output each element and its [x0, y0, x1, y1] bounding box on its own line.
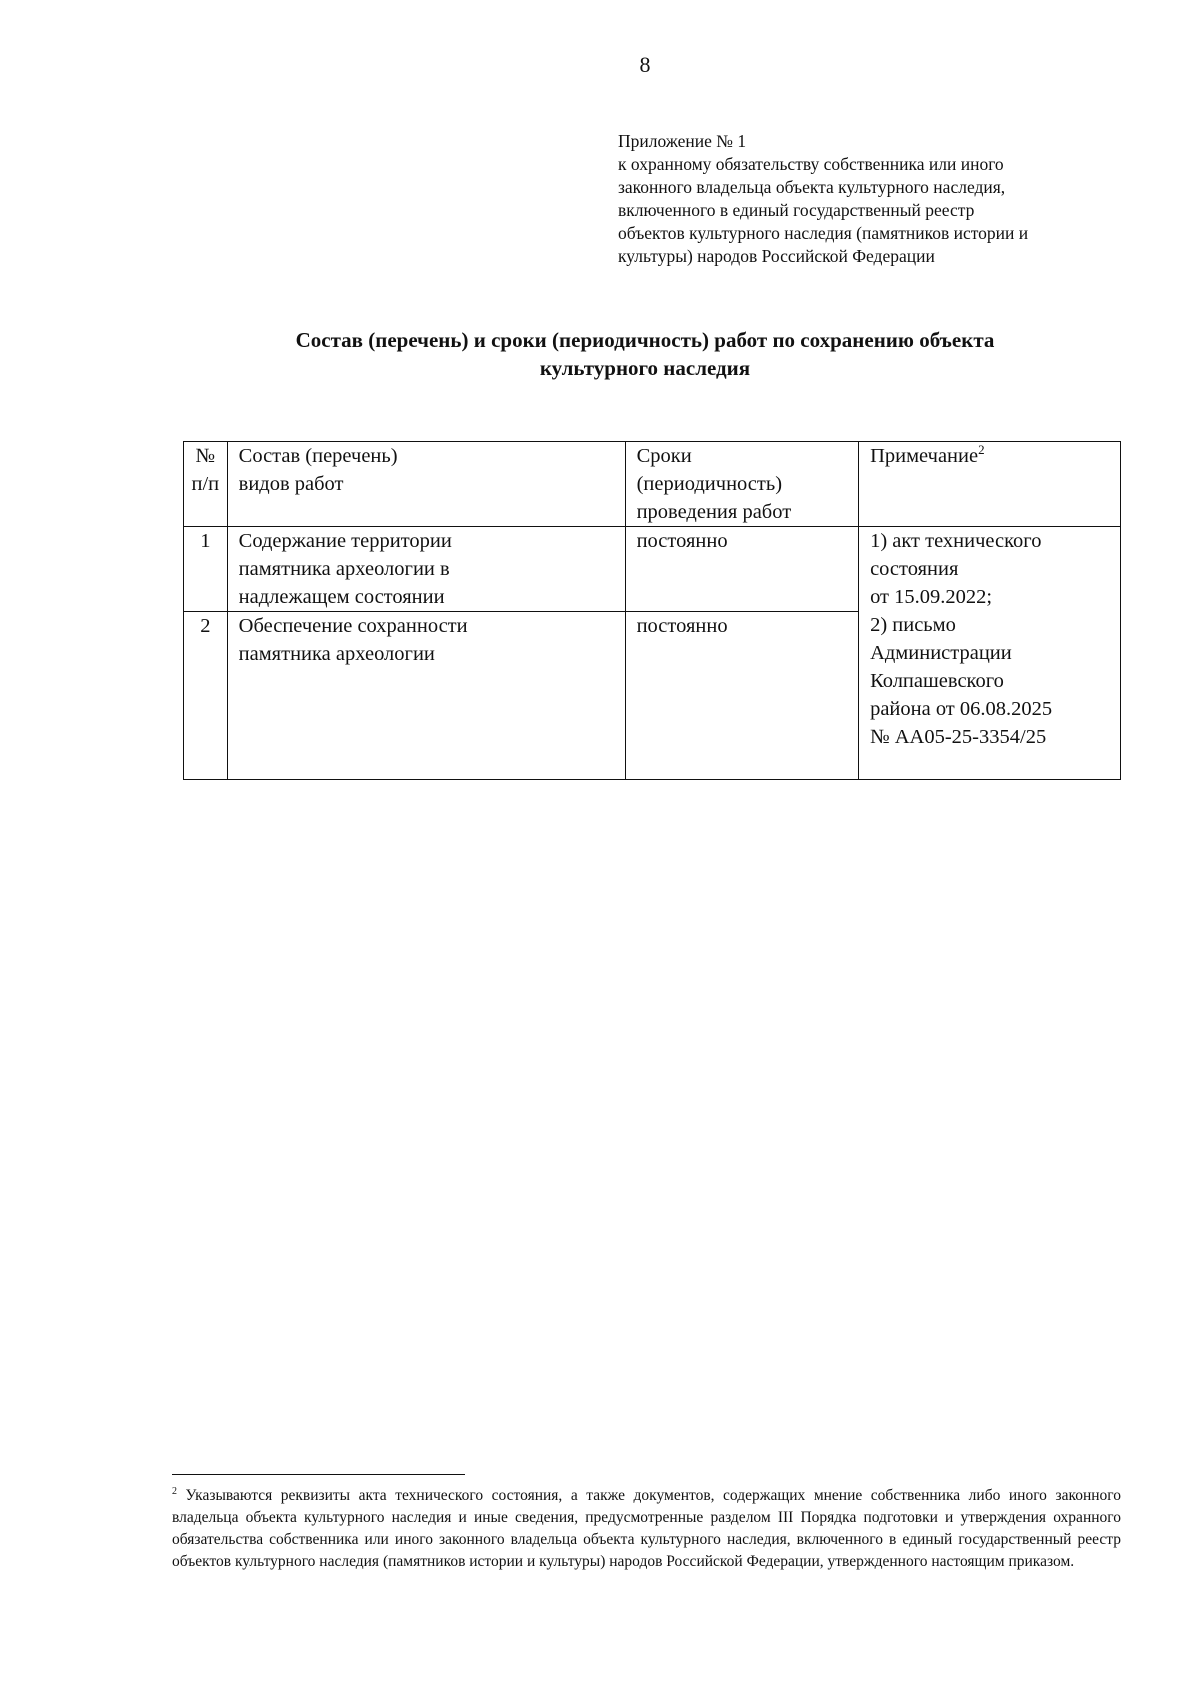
note-line: 1) акт технического	[870, 530, 1042, 552]
footnote-divider	[172, 1474, 465, 1475]
appendix-header	[618, 130, 1138, 268]
table-header-row	[184, 442, 1121, 527]
row-works	[227, 527, 625, 612]
header-number-line: №	[195, 445, 216, 467]
header-works	[227, 442, 625, 527]
appendix-line: к охранному обязательству собственника или иного	[618, 154, 1004, 174]
header-note-label: Примечание	[870, 445, 979, 467]
header-terms-line: (периодичность)	[636, 473, 783, 495]
appendix-line: культуры) народов Российской Федерации	[618, 246, 935, 266]
page-number: 8	[639, 52, 651, 77]
title-line: Состав (перечень) и сроки (периодичность) работ по сохранению объекта	[295, 328, 995, 352]
row-terms: постоянно	[625, 612, 858, 780]
works-table	[183, 441, 1121, 780]
appendix-line: Приложение № 1	[618, 131, 747, 151]
header-note	[859, 442, 1121, 527]
title-line: культурного наследия	[539, 356, 751, 380]
row-works-line: надлежащем состоянии	[238, 586, 445, 608]
row-works-line: памятника археологии в	[238, 558, 450, 580]
row-terms: постоянно	[625, 527, 858, 612]
table-row	[184, 527, 1121, 612]
header-terms	[625, 442, 858, 527]
row-works	[227, 612, 625, 780]
header-number	[184, 442, 228, 527]
appendix-line: законного владельца объекта культурного наследия,	[618, 177, 1006, 197]
footnote-text: Указываются реквизиты акта технического состояния, а также документов, содержащих мнение собственника либо иного законного владельца объекта культурного наследия и иные сведения, предусмотренные разделом III Порядка подготовки и утверждения охранного обязательства собственника или иного законного владельца объекта культурного наследия, включенного в единый государственный реестр объектов культурного наследия (памятников истории и культуры) народов Российской Федерации, утвержденного настоящим приказом.	[172, 1487, 1121, 1570]
row-note	[859, 527, 1121, 780]
note-line: 2) письмо	[870, 614, 956, 636]
appendix-line: включенного в единый государственный реестр	[618, 200, 975, 220]
row-works-line: Обеспечение сохранности	[238, 615, 468, 637]
footnote-reference: 2	[978, 442, 985, 458]
footnote	[172, 1485, 1121, 1573]
note-line: № АА05-25-3354/25	[870, 726, 1047, 748]
row-number: 2	[184, 612, 228, 780]
appendix-line: объектов культурного наследия (памятников истории и	[618, 223, 1029, 243]
note-line: района от 06.08.2025	[870, 698, 1053, 720]
row-number: 1	[184, 527, 228, 612]
header-works-line: видов работ	[238, 473, 344, 495]
note-line: Администрации	[870, 642, 1012, 664]
header-number-line: п/п	[191, 473, 220, 495]
header-works-line: Состав (перечень)	[238, 445, 398, 467]
note-line: от 15.09.2022;	[870, 586, 993, 608]
document-title	[180, 326, 1110, 382]
note-line: Колпашевского	[870, 670, 1004, 692]
header-terms-line: проведения работ	[636, 501, 792, 523]
row-works-line: памятника археологии	[238, 643, 435, 665]
note-line: состояния	[870, 558, 959, 580]
row-works-line: Содержание территории	[238, 530, 452, 552]
footnote-marker: 2	[172, 1485, 177, 1497]
header-terms-line: Сроки	[636, 445, 692, 467]
